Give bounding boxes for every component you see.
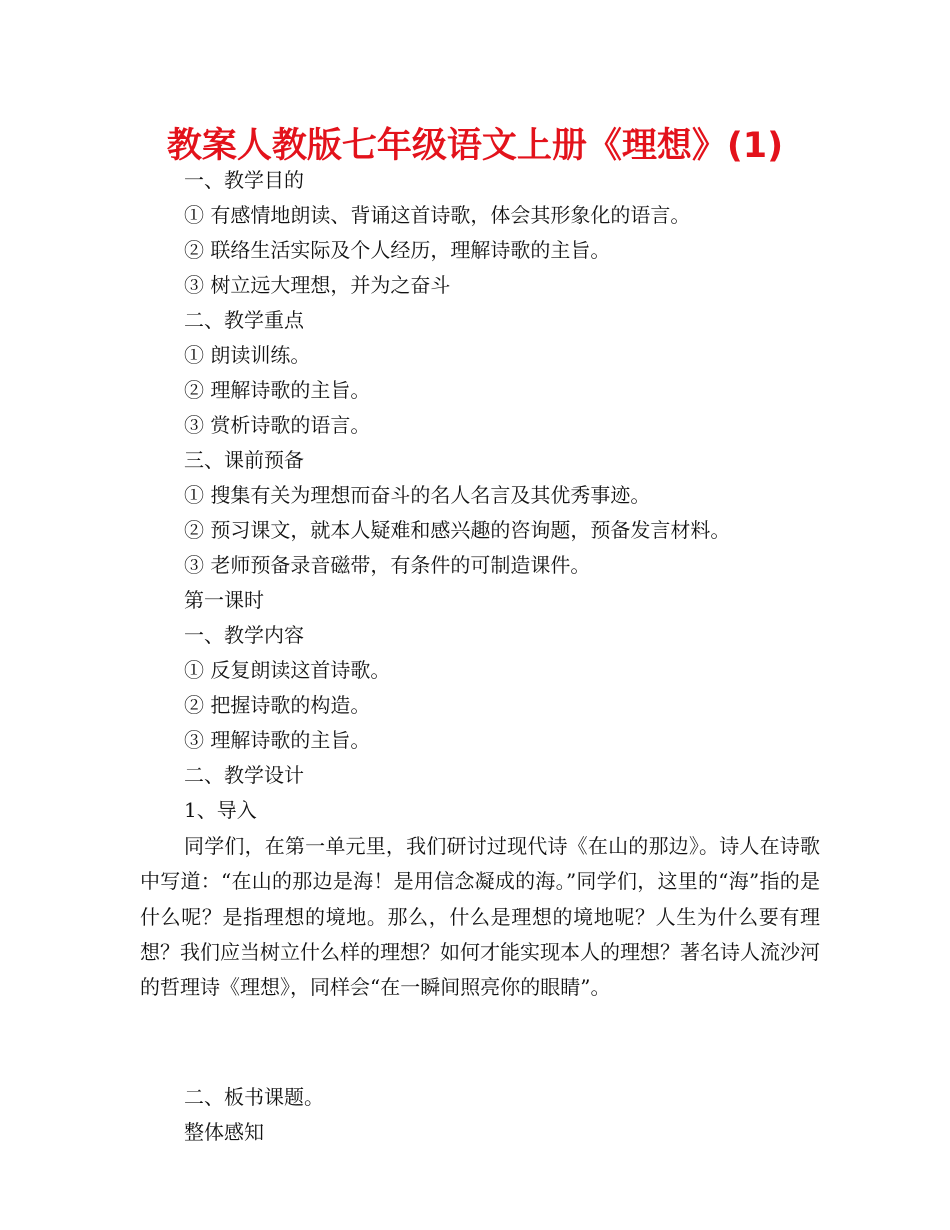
heading-preparation: 三、课前预备 (184, 448, 304, 472)
goal-item-1: ① 有感情地朗读、背诵这首诗歌，体会其形象化的语言。 (184, 203, 691, 227)
heading-teaching-goals: 一、教学目的 (184, 168, 304, 192)
board-title-heading: 二、板书课题。 (184, 1085, 324, 1109)
focus-item-1: ① 朗读训练。 (184, 343, 311, 367)
document-title: 教案人教版七年级语文上册《理想》(1) (166, 126, 784, 166)
lesson-one-heading: 第一课时 (184, 588, 264, 612)
content-item-3: ③ 理解诗歌的主旨。 (184, 728, 371, 752)
heading-teaching-design: 二、教学设计 (184, 763, 304, 787)
content-item-1: ① 反复朗读这首诗歌。 (184, 658, 391, 682)
preparation-item-3: ③ 老师预备录音磁带，有条件的可制造课件。 (184, 553, 591, 577)
preparation-item-1: ① 搜集有关为理想而奋斗的名人名言及其优秀事迹。 (184, 483, 651, 507)
content-item-2: ② 把握诗歌的构造。 (184, 693, 371, 717)
focus-item-3: ③ 赏析诗歌的语言。 (184, 413, 371, 437)
focus-item-2: ② 理解诗歌的主旨。 (184, 378, 371, 402)
overall-perception-heading: 整体感知 (184, 1120, 264, 1144)
goal-item-3: ③ 树立远大理想，并为之奋斗 (184, 273, 451, 297)
preparation-item-2: ② 预习课文，就本人疑难和感兴趣的咨询题，预备发言材料。 (184, 518, 731, 542)
goal-item-2: ② 联络生活实际及个人经历，理解诗歌的主旨。 (184, 238, 611, 262)
intro-heading: 1、导入 (184, 798, 257, 822)
intro-paragraph: 同学们，在第一单元里，我们研讨过现代诗《在山的那边》。诗人在诗歌中写道：“在山的那边是海！是用信念凝成的海。”同学们，这里的“海”指的是什么呢？是指理想的境地。那么，什么是理想的境地呢？人生为什么要有理想？我们应当树立什么样的理想？如何才能实现本人的理想？著名诗人流沙河的哲理诗《理想》，同样会“在一瞬间照亮你的眼睛”。 (140, 834, 820, 1000)
heading-teaching-content: 一、教学内容 (184, 623, 304, 647)
heading-teaching-focus: 二、教学重点 (184, 308, 304, 332)
